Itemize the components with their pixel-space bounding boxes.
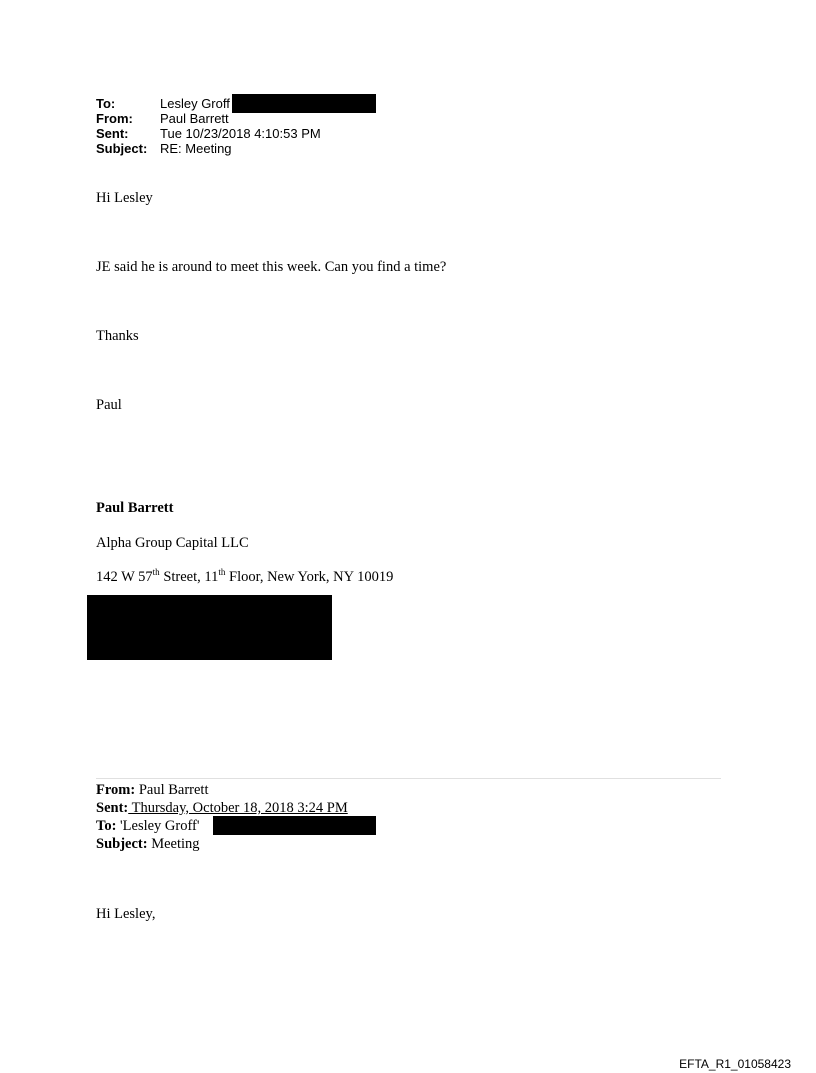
to-label: To: (96, 96, 116, 111)
from-label: From: (96, 111, 133, 126)
quoted-sent-row (96, 799, 348, 817)
redaction-quoted-to-email (213, 816, 376, 835)
quoted-to-value: 'Lesley Groff' (116, 818, 200, 834)
subject-label: Subject: (96, 141, 148, 156)
address-part-3: Floor, New York, NY 10019 (225, 569, 394, 585)
signoff: Paul (96, 397, 122, 413)
address-sup-1: th (152, 567, 160, 578)
signature-company: Alpha Group Capital LLC (96, 535, 249, 551)
quoted-subject-row (96, 835, 348, 853)
thanks: Thanks (96, 328, 139, 344)
quoted-sent-label: Sent: (96, 800, 129, 816)
document-id: EFTA_R1_01058423 (679, 1057, 791, 1071)
redaction-signature-contact (87, 595, 332, 660)
from-row (96, 111, 321, 126)
signature-address (96, 569, 393, 586)
address-part-1: 142 W 57 (96, 569, 153, 585)
to-value: Lesley Groff (160, 96, 230, 111)
message: JE said he is around to meet this week. Can you find a time? (96, 259, 447, 275)
sent-label: Sent: (96, 126, 129, 141)
address-part-2: Street, 11 (159, 569, 219, 585)
signature-name: Paul Barrett (96, 500, 174, 516)
redaction-to-email (232, 94, 376, 113)
from-value: Paul Barrett (160, 111, 229, 126)
quoted-sent-value: Thursday, October 18, 2018 3:24 PM (128, 800, 348, 816)
divider (96, 778, 721, 779)
greeting: Hi Lesley (96, 190, 153, 206)
sent-row (96, 126, 321, 141)
quoted-from-row (96, 781, 348, 799)
quoted-subject-label: Subject: (96, 836, 148, 852)
quoted-from-label: From: (96, 782, 136, 798)
address-sup-2: th (218, 567, 226, 578)
subject-row (96, 141, 321, 156)
quoted-from-value: Paul Barrett (135, 782, 209, 798)
subject-value: RE: Meeting (160, 141, 232, 156)
quoted-greeting: Hi Lesley, (96, 906, 156, 922)
quoted-subject-value: Meeting (147, 836, 200, 852)
sent-value: Tue 10/23/2018 4:10:53 PM (160, 126, 321, 141)
quoted-to-label: To: (96, 818, 117, 834)
